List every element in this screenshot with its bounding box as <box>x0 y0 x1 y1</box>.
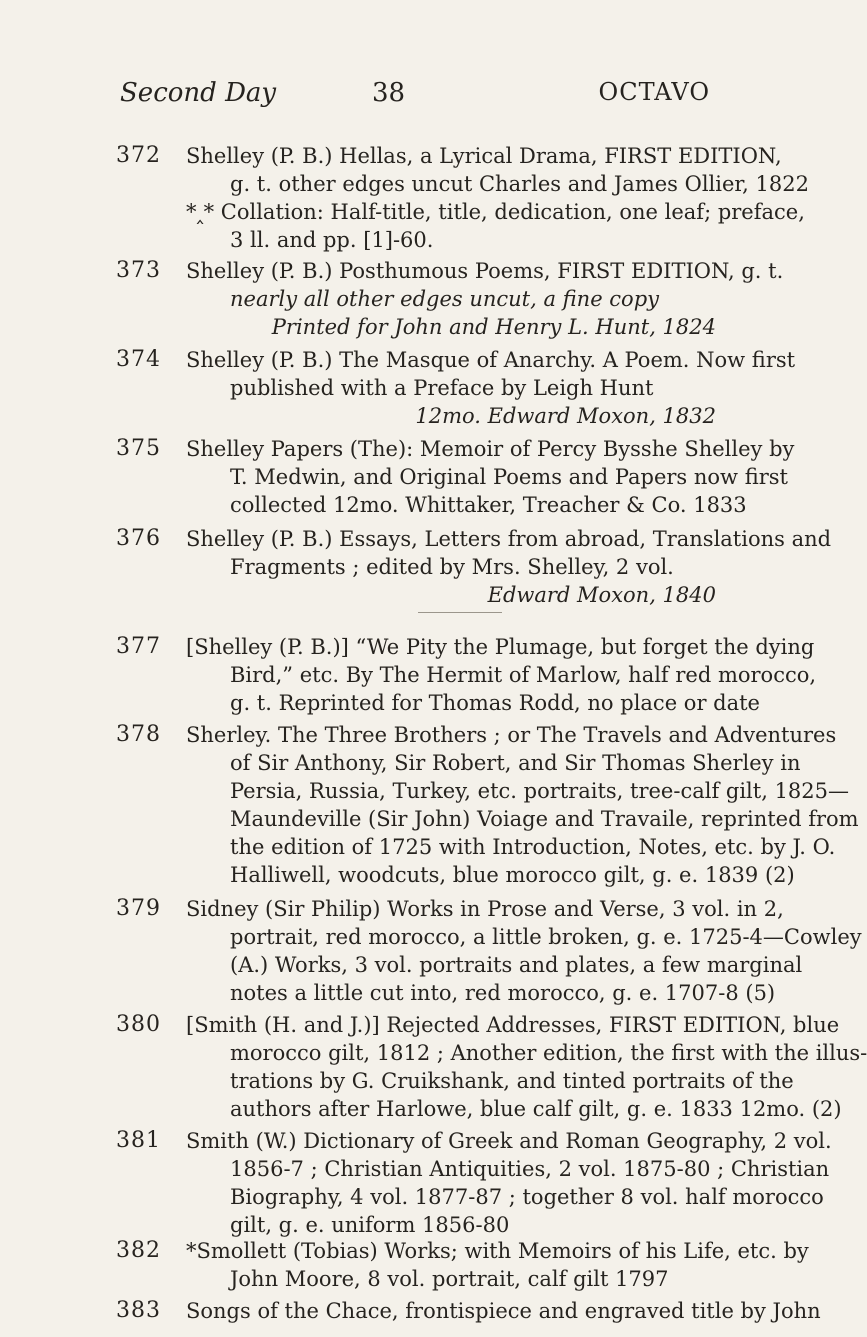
entry-line: Shelley Papers (The): Memoir of Percy Bysshe Shelley by <box>186 437 795 461</box>
entry-line: 12mo. Edward Moxon, 1832 <box>415 404 716 428</box>
lot-number: 374 <box>116 347 161 372</box>
entry-line: 3 ll. and pp. [1]-60. <box>230 228 434 252</box>
entry-line: Shelley (P. B.) Essays, Letters from abroad, Translations and <box>186 527 832 551</box>
entry-line: Bird,” etc. By The Hermit of Marlow, half red morocco, <box>230 663 817 687</box>
lot-number: 373 <box>116 258 161 283</box>
entry-line: *Smollett (Tobias) Works; with Memoirs of his Life, etc. by <box>186 1239 809 1263</box>
entry-line: Persia, Russia, Turkey, etc. portraits, tree-calf gilt, 1825— <box>230 779 850 803</box>
section-title: Second Day <box>120 78 277 108</box>
entry-line: T. Medwin, and Original Poems and Papers now first <box>230 465 788 489</box>
entry-line: of Sir Anthony, Sir Robert, and Sir Thomas Sherley in <box>230 751 801 775</box>
entry-line: Sherley. The Three Brothers ; or The Travels and Adventures <box>186 723 837 747</box>
lot-number: 378 <box>116 722 161 747</box>
entry-line: portrait, red morocco, a little broken, g. e. 1725-4—Cowley <box>230 925 862 949</box>
entry-line: Maundeville (Sir John) Voiage and Travaile, reprinted from <box>230 807 859 831</box>
lot-number: 375 <box>116 436 161 461</box>
entry-line: published with a Preface by Leigh Hunt <box>230 376 654 400</box>
entry-line: Shelley (P. B.) Hellas, a Lyrical Drama, FIRST EDITION, <box>186 144 782 168</box>
entry-line: trations by G. Cruikshank, and tinted portraits of the <box>230 1069 794 1093</box>
format-label: OCTAVO <box>598 78 710 106</box>
lot-number: 382 <box>116 1238 161 1263</box>
entry-line: Shelley (P. B.) Posthumous Poems, FIRST EDITION, g. t. <box>186 259 784 283</box>
lot-number: 380 <box>116 1012 161 1037</box>
lot-number: 383 <box>116 1298 161 1323</box>
entry-line: notes a little cut into, red morocco, g. e. 1707-8 (5) <box>230 981 776 1005</box>
lot-number: 379 <box>116 896 161 921</box>
entry-line: gilt, g. e. uniform 1856-80 <box>230 1213 510 1237</box>
lot-number: 376 <box>116 526 161 551</box>
entry-line: Songs of the Chace, frontispiece and engraved title by John <box>186 1299 821 1323</box>
lot-number: 372 <box>116 143 161 168</box>
entry-line: [Smith (H. and J.)] Rejected Addresses, FIRST EDITION, blue <box>186 1013 840 1037</box>
entry-line: authors after Harlowe, blue calf gilt, g. e. 1833 12mo. (2) <box>230 1097 842 1121</box>
entry-line: g. t. Reprinted for Thomas Rodd, no place or date <box>230 691 760 715</box>
running-head <box>120 78 710 112</box>
entry-line: [Shelley (P. B.)] “We Pity the Plumage, but forget the dying <box>186 635 815 659</box>
entry-line: Fragments ; edited by Mrs. Shelley, 2 vol. <box>230 555 674 579</box>
entry-line: Edward Moxon, 1840 <box>487 583 716 607</box>
entry-line: morocco gilt, 1812 ; Another edition, the first with the illus- <box>230 1041 867 1065</box>
entry-line: Sidney (Sir Philip) Works in Prose and Verse, 3 vol. in 2, <box>186 897 784 921</box>
lot-number: 381 <box>116 1128 161 1153</box>
entry-line: Printed for John and Henry L. Hunt, 1824 <box>271 315 716 339</box>
entry-line: (A.) Works, 3 vol. portraits and plates, a few marginal <box>230 953 803 977</box>
entry-line: nearly all other edges uncut, a fine copy <box>230 287 660 311</box>
entry-line: collected 12mo. Whittaker, Treacher & Co. 1833 <box>230 493 747 517</box>
entry-line: Smith (W.) Dictionary of Greek and Roman Geography, 2 vol. <box>186 1129 832 1153</box>
entry-line: 1856-7 ; Christian Antiquities, 2 vol. 1875-80 ; Christian <box>230 1157 830 1181</box>
entry-line: John Moore, 8 vol. portrait, calf gilt 1797 <box>230 1267 669 1291</box>
page-number: 38 <box>372 78 406 108</box>
entry-line: Biography, 4 vol. 1877-87 ; together 8 vol. half morocco <box>230 1185 824 1209</box>
entry-line: Shelley (P. B.) The Masque of Anarchy. A Poem. Now first <box>186 348 796 372</box>
entry-line: g. t. other edges uncut Charles and James Ollier, 1822 <box>230 172 809 196</box>
lot-number: 377 <box>116 634 161 659</box>
entry-line: *‸* Collation: Half-title, title, dedication, one leaf; preface, <box>186 200 805 224</box>
entry-line: Halliwell, woodcuts, blue morocco gilt, g. e. 1839 (2) <box>230 863 795 887</box>
entry-line: the edition of 1725 with Introduction, Notes, etc. by J. O. <box>230 835 836 859</box>
divider-rule <box>418 612 502 613</box>
